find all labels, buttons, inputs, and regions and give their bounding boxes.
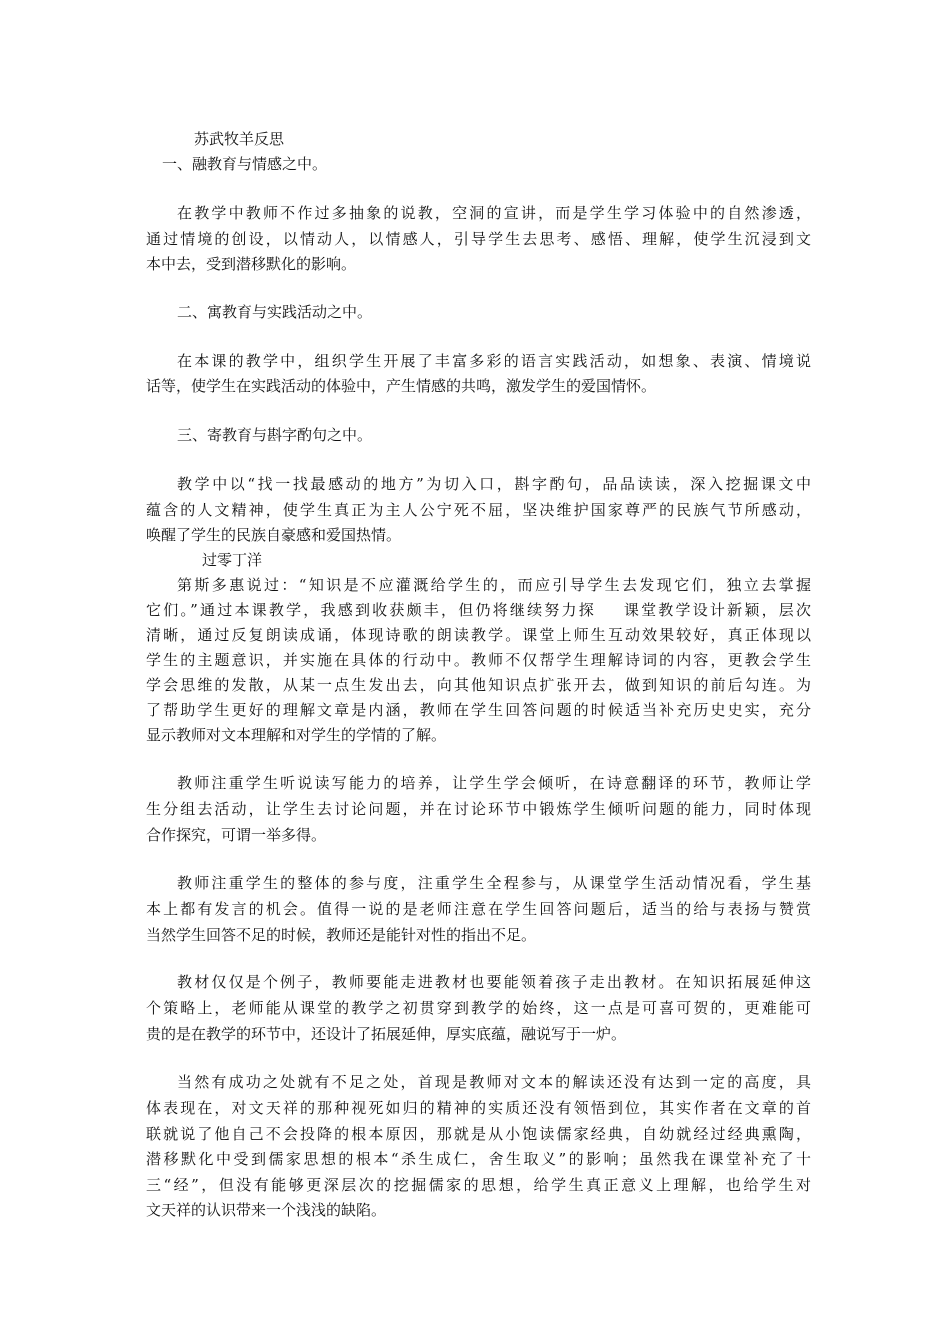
paragraph-line: 三“经”，但没有能够更深层次的挖掘儒家的思想，给学生真正意义上理解，也给学生对 bbox=[146, 1176, 811, 1194]
paragraph-line: 体表现在，对文天祥的那种视死如归的精神的实质还没有领悟到位，其实作者在文章的首 bbox=[146, 1099, 811, 1117]
paragraph-line: 当然学生回答不足的时候，教师还是能针对性的指出不足。 bbox=[146, 926, 537, 944]
paragraph-line: 学生的主题意识，并实施在具体的行动中。教师不仅帮学生理解诗词的内容，更教会学生 bbox=[146, 651, 811, 669]
paragraph-line: 清晰，通过反复朗读成诵，体现诗歌的朗读教学。课堂上师生互动效果较好，真正体现以 bbox=[146, 626, 811, 644]
paragraph-line: 教师注重学生的整体的参与度，注重学生全程参与，从课堂学生活动情况看，学生基 bbox=[177, 874, 811, 892]
paragraph-line: 合作探究，可谓一举多得。 bbox=[146, 826, 327, 844]
paragraph-line: 潜移默化中受到儒家思想的根本“杀生成仁，舍生取义”的影响；虽然我在课堂补充了十 bbox=[146, 1150, 811, 1168]
paragraph-line: 第斯多惠说过：“知识是不应灌溉给学生的，而应引导学生去发现它们，独立去掌握 bbox=[177, 576, 811, 594]
paragraph-line: 当然有成功之处就有不足之处，首现是教师对文本的解读还没有达到一定的高度，具 bbox=[177, 1073, 811, 1091]
section-heading: 三、寄教育与斟字酌句之中。 bbox=[177, 426, 373, 444]
paragraph-line: 联就说了他自己不会投降的根本原因，那就是从小饱读儒家经典，自幼就经过经典熏陶， bbox=[146, 1125, 811, 1143]
paragraph-line: 蕴含的人文精神，使学生真正为主人公宁死不屈，坚决维护国家尊严的民族气节所感动， bbox=[146, 501, 811, 519]
paragraph-line: 学会思维的发散，从某一点生发出去，向其他知识点扩张开去，做到知识的前后勾连。为 bbox=[146, 676, 811, 694]
paragraph-line: 唤醒了学生的民族自豪感和爱国热情。 bbox=[146, 526, 402, 544]
paragraph-line: 本上都有发言的机会。值得一说的是老师注意在学生回答问题后，适当的给与表扬与赞赏 bbox=[146, 900, 811, 918]
section-heading: 一、融教育与情感之中。 bbox=[162, 155, 328, 173]
poem-title: 过零丁洋 bbox=[202, 551, 263, 569]
document-title: 苏武牧羊反思 bbox=[194, 130, 285, 148]
paragraph-line: 它们。”通过本课教学，我感到收获颇丰，但仍将继续努力探 课堂教学设计新颖，层次 bbox=[146, 601, 811, 619]
paragraph-line: 显示教师对文本理解和对学生的学情的了解。 bbox=[146, 726, 447, 744]
paragraph-line: 本中去，受到潜移默化的影响。 bbox=[146, 255, 357, 273]
paragraph-line: 教学中以“找一找最感动的地方”为切入口，斟字酌句，品品读读，深入挖掘课文中 bbox=[177, 475, 811, 493]
paragraph-line: 话等，使学生在实践活动的体验中，产生情感的共鸣，激发学生的爱国情怀。 bbox=[146, 377, 657, 395]
paragraph-line: 生分组去活动，让学生去讨论问题，并在讨论环节中锻炼学生倾听问题的能力，同时体现 bbox=[146, 800, 811, 818]
paragraph-line: 个策略上，老师能从课堂的教学之初贯穿到教学的始终，这一点是可喜可贺的，更难能可 bbox=[146, 999, 811, 1017]
paragraph-line: 通过情境的创设，以情动人，以情感人，引导学生去思考、感悟、理解，使学生沉浸到文 bbox=[146, 230, 811, 248]
paragraph-line: 在本课的教学中，组织学生开展了丰富多彩的语言实践活动，如想象、表演、情境说 bbox=[177, 352, 811, 370]
paragraph-line: 文天祥的认识带来一个浅浅的缺陷。 bbox=[146, 1201, 387, 1219]
section-heading: 二、寓教育与实践活动之中。 bbox=[177, 303, 373, 321]
paragraph-line: 在教学中教师不作过多抽象的说教，空洞的宣讲，而是学生学习体验中的自然渗透， bbox=[177, 204, 811, 222]
paragraph-line: 贵的是在教学的环节中，还设计了拓展延伸，厚实底蕴，融说写于一炉。 bbox=[146, 1025, 627, 1043]
paragraph-line: 了帮助学生更好的理解文章是内涵，教师在学生回答问题的时候适当补充历史史实，充分 bbox=[146, 701, 811, 719]
paragraph-line: 教材仅仅是个例子，教师要能走进教材也要能领着孩子走出教材。在知识拓展延伸这 bbox=[177, 973, 811, 991]
paragraph-line: 教师注重学生听说读写能力的培养，让学生学会倾听，在诗意翻译的环节，教师让学 bbox=[177, 774, 811, 792]
